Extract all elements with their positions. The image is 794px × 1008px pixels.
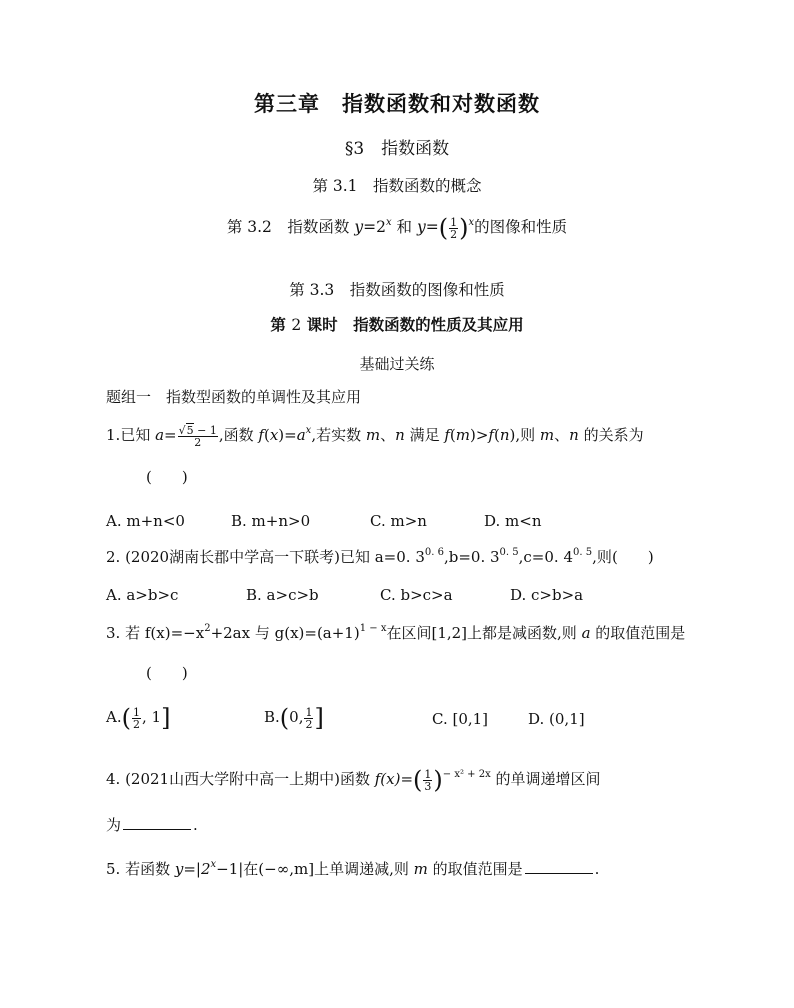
- q5-text-b: y=|2: [174, 860, 211, 878]
- q3-option-d[interactable]: D. (0,1]: [528, 710, 585, 728]
- question-1: 1.已知 a= $\frac{√5 - 1}{2}$ ,函数 $f(x)=a^x$,若实数 m、n 满足 f(m)>f(n),则 m、n 的关系为: [106, 423, 644, 449]
- fraction-sqrt5-minus1-over2: $\frac{√5 - 1}{2}$: [178, 423, 217, 449]
- fraction-one-third: $\frac{1}{3}$: [424, 767, 432, 793]
- fraction-one-half: $\frac{1}{2}$: [450, 215, 458, 241]
- q1-option-d[interactable]: D. m<n: [484, 512, 542, 530]
- q1-option-b[interactable]: B. m+n>0: [231, 512, 311, 530]
- q1-text-d: 满足: [409, 426, 445, 444]
- q3-text-e: 的取值范围是: [590, 624, 686, 642]
- q3-option-c[interactable]: C. [0,1]: [432, 710, 489, 728]
- exponent-x: x: [385, 217, 392, 228]
- lesson-suffix: 课时 指数函数的性质及其应用: [301, 315, 524, 334]
- q2-option-b[interactable]: B. a>c>b: [246, 586, 319, 604]
- q5-text-c: −1|在(−∞,m]上单调递减,则: [216, 860, 414, 878]
- lesson-title: [0, 313, 794, 335]
- question-3: 3. 若 $f(x)=-x^2+2ax$ 与 $g(x)=(a+1)^{1 - x}$在区间[1,2]上都是减函数,则 a 的取值范围是: [106, 623, 686, 642]
- q4-line2-text: 为: [106, 816, 122, 834]
- q3-option-b[interactable]: B.(0, $\frac{1}{2}$ ]: [264, 704, 324, 732]
- q3-text-a: 若 f(x)=−x: [125, 624, 205, 642]
- q3-option-a[interactable]: A.( $\frac{1}{2}$ , 1]: [106, 704, 171, 732]
- q2-exp-2: 0. 5: [499, 547, 519, 558]
- lesson-prefix: 第: [270, 315, 292, 334]
- subsection-3-1: 第 3.1 指数函数的概念: [312, 177, 482, 195]
- q1-option-a[interactable]: A. m+n<0: [106, 512, 185, 530]
- q1-text-c: ,若实数: [311, 426, 366, 444]
- q4-text-b: 的单调递增区间: [495, 770, 601, 788]
- q4-end: .: [193, 816, 198, 834]
- formula-y-2x: y: [354, 218, 364, 236]
- q5-text-e: 的取值范围是: [427, 860, 523, 878]
- subsection-3-2-prefix: 第 3.2 指数函数: [226, 218, 355, 236]
- q3-text-d: a: [581, 624, 591, 642]
- q1-text-b: ,函数: [218, 426, 259, 444]
- group-heading: 题组一 指数型函数的单调性及其应用: [106, 388, 362, 406]
- subsection-3-2: 第 3.2 指数函数 $y=2^x$ 和 y=( $\frac{1}{2}$ )$^x$的图像和性质: [226, 214, 568, 242]
- q1-text-e: ,则: [515, 426, 540, 444]
- q4-text-a: 4. (2021山西大学附中高一上期中)函数: [106, 770, 375, 788]
- q1-number: 1.: [106, 426, 121, 444]
- chapter-title: 第三章 指数函数和对数函数: [254, 91, 540, 116]
- q2-mid-1: ,b=0. 3: [443, 548, 500, 566]
- q2-mid-2: ,c=0. 4: [518, 548, 573, 566]
- q3-option-b-label: B.: [264, 708, 280, 726]
- subsection-3-2-suffix: 的图像和性质: [474, 218, 568, 236]
- section-title: §3 指数函数: [344, 139, 450, 159]
- q2-option-c[interactable]: C. b>c>a: [380, 586, 453, 604]
- practice-heading: 基础过关练: [359, 355, 435, 373]
- q1-text-a: 已知: [120, 426, 156, 444]
- q3-number: 3.: [106, 624, 121, 642]
- question-2: [106, 546, 612, 567]
- formula-y-half-x: y: [416, 218, 426, 236]
- lesson-number: 2: [291, 316, 302, 334]
- q2-answer-paren[interactable]: ( ): [612, 548, 654, 566]
- q5-text-d: m: [413, 860, 428, 878]
- q3-option-a-label: A.: [106, 708, 122, 726]
- q5-end: .: [594, 860, 600, 878]
- q2-option-d[interactable]: D. c>b>a: [510, 586, 584, 604]
- q2-text: 2. (2020湖南长郡中学高一下联考)已知 a=0. 3: [106, 548, 425, 566]
- q1-answer-paren[interactable]: ( ): [146, 468, 188, 486]
- q1-text-f: 的关系为: [583, 426, 644, 444]
- q3-answer-paren[interactable]: ( ): [146, 664, 188, 682]
- fraction-one-half: $\frac{1}{2}$: [305, 705, 313, 731]
- q4-exp: − x² + 2x: [442, 769, 491, 780]
- fraction-one-half: $\frac{1}{2}$: [132, 705, 140, 731]
- q4-answer-blank[interactable]: [123, 828, 191, 830]
- question-4: 4. (2021山西大学附中高一上期中)函数 f(x)=( $\frac{1}{3}$ )$^{- x^2 + 2x}$ 的单调递增区间: [106, 766, 601, 794]
- subsection-3-3: 第 3.3 指数函数的图像和性质: [289, 281, 505, 299]
- q2-exp-1: 0. 6: [424, 547, 444, 558]
- q3-text-b: +2ax 与 g(x)=(a+1): [210, 624, 360, 642]
- q4-line-2: [106, 814, 198, 835]
- q3-text-c: 在区间[1,2]上都是减函数,则: [386, 624, 582, 642]
- q2-exp-3: 0. 5: [573, 547, 593, 558]
- q2-end: ,则: [592, 548, 612, 566]
- q4-function: f(x)=: [374, 770, 414, 788]
- q1-option-c[interactable]: C. m>n: [370, 512, 427, 530]
- q2-option-a[interactable]: A. a>b>c: [106, 586, 179, 604]
- q5-answer-blank[interactable]: [525, 872, 593, 874]
- q3-exp: 1 − x: [359, 623, 387, 634]
- q5-text-a: 5. 若函数: [106, 860, 175, 878]
- question-5: 5. 若函数 $y=|2^x-1|$在(−∞,m]上单调递减,则 m 的取值范围是 .: [106, 859, 600, 878]
